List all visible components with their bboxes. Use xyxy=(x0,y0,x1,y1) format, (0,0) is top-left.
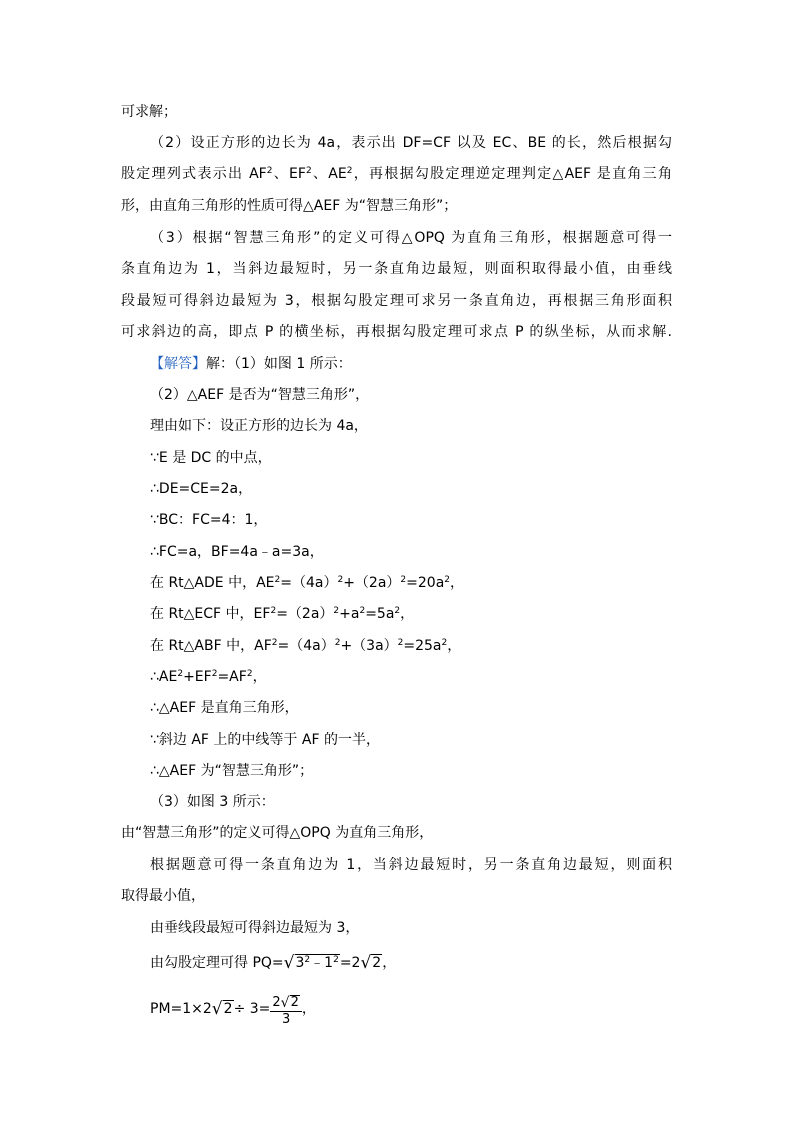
equation-sum xyxy=(150,667,267,687)
solution-line xyxy=(150,448,272,468)
text: 由勾股定理可得 PQ= xyxy=(150,955,284,971)
text: 3 xyxy=(295,955,305,971)
text: ∵斜边 AF 上的中线等于 AF 的一半， xyxy=(150,732,380,748)
text: ， xyxy=(252,669,267,685)
solution-line xyxy=(150,730,380,750)
solution-line xyxy=(150,542,324,562)
superscript: 2 xyxy=(333,955,339,965)
text: ， xyxy=(382,955,397,971)
text: +（3a） xyxy=(340,638,398,654)
equation-abf xyxy=(150,636,461,656)
analysis-line xyxy=(121,102,177,122)
analysis-line xyxy=(150,133,672,153)
text: 2 xyxy=(272,995,281,1010)
text: +（2a） xyxy=(343,575,401,591)
text: =（4a） xyxy=(277,638,335,654)
equation-pm xyxy=(150,992,316,1027)
text: =（2a） xyxy=(276,606,334,622)
text: 、EF xyxy=(272,166,306,182)
text: 在 Rt△ECF 中，EF xyxy=(150,606,271,622)
text: 取得最小值， xyxy=(121,888,205,904)
text: ÷ 3= xyxy=(233,1001,271,1017)
superscript: 2 xyxy=(397,638,404,648)
radicand xyxy=(295,954,340,971)
analysis-line xyxy=(121,291,672,311)
superscript: 2 xyxy=(266,166,273,176)
text: ∴DE=CE=2a， xyxy=(150,481,253,497)
analysis-line xyxy=(150,228,672,248)
superscript: 2 xyxy=(177,669,184,679)
superscript: 2 xyxy=(274,575,281,585)
text: ，再根据勾股定理逆定理判定△AEF 是直角三角 xyxy=(352,166,672,182)
radicand: 2 xyxy=(372,955,382,971)
text: ， xyxy=(301,1001,316,1017)
radical-sign: √ xyxy=(280,995,290,1011)
fraction-denominator: 3 xyxy=(281,1012,291,1027)
text: ， xyxy=(447,638,462,654)
text: =20a xyxy=(406,575,445,591)
text: =2 xyxy=(339,955,361,971)
text: =AF xyxy=(217,669,247,685)
text: 在 Rt△ABF 中，AF xyxy=(150,638,272,654)
text: （3）如图 3 所示： xyxy=(150,794,275,810)
text: =25a xyxy=(403,638,442,654)
superscript: 2 xyxy=(441,638,448,648)
analysis-line xyxy=(121,259,672,279)
solution-line xyxy=(121,886,205,906)
superscript: 2 xyxy=(400,575,407,585)
text: 由“智慧三角形”的定义可得△OPQ 为直角三角形， xyxy=(121,825,434,841)
superscript: 2 xyxy=(333,606,340,616)
text: PM=1×2 xyxy=(150,1001,212,1017)
superscript: 2 xyxy=(359,606,366,616)
radical-sign: √ xyxy=(211,999,223,1019)
answer-tag: 【解答】 xyxy=(150,356,206,372)
superscript: 2 xyxy=(246,669,253,679)
solution-line xyxy=(150,761,313,781)
text: ﹣1 xyxy=(310,955,334,971)
sqrt-expression xyxy=(212,998,234,1019)
superscript: 2 xyxy=(270,606,277,616)
fraction-numerator xyxy=(270,994,301,1012)
text: =（4a） xyxy=(280,575,338,591)
text: ∴△AEF 为“智慧三角形”； xyxy=(150,763,314,779)
sqrt-expression xyxy=(281,994,300,1011)
text: ∴△AEF 是直角三角形， xyxy=(150,700,299,716)
superscript: 2 xyxy=(394,606,401,616)
text: ∵BC：FC=4：1， xyxy=(150,512,268,528)
solution-line xyxy=(150,698,299,718)
text: ∴AE xyxy=(150,669,178,685)
solution-line xyxy=(150,416,368,436)
analysis-line xyxy=(121,196,457,216)
radicand: 2 xyxy=(290,995,299,1010)
equation-ade xyxy=(150,573,464,593)
radical-sign: √ xyxy=(283,953,295,973)
superscript: 2 xyxy=(271,638,278,648)
solution-line xyxy=(121,823,433,843)
text: ， xyxy=(450,575,465,591)
solution-line xyxy=(150,479,252,499)
superscript: 2 xyxy=(211,669,218,679)
equation-ecf xyxy=(150,604,414,624)
text: 可求解； xyxy=(121,104,177,120)
analysis-line xyxy=(121,322,672,342)
radical-sign: √ xyxy=(360,953,372,973)
text: 理由如下：设正方形的边长为 4a， xyxy=(150,418,368,434)
text: 段最短可得斜边最短为 3，根据勾股定理可求另一条直角边，再根据三角形面积 xyxy=(121,293,672,309)
text: 形，由直角三角形的性质可得△AEF 为“智慧三角形”； xyxy=(121,198,458,214)
analysis-line xyxy=(121,164,672,184)
fraction xyxy=(270,994,301,1028)
text: （2）设正方形的边长为 4a，表示出 DF=CF 以及 EC、BE 的长，然后根据勾 xyxy=(150,135,672,151)
text: ∴FC=a，BF=4a﹣a=3a， xyxy=(150,544,324,560)
solution-line xyxy=(150,918,359,938)
solution-intro xyxy=(150,354,352,374)
solution-line xyxy=(150,510,267,530)
text: 股定理列式表示出 AF xyxy=(121,166,267,182)
text: 解：（1）如图 1 所示： xyxy=(206,356,352,372)
sqrt-expression xyxy=(360,952,382,973)
text: +a xyxy=(339,606,360,622)
text: 根据题意可得一条直角边为 1，当斜边最短时，另一条直角边最短，则面积 xyxy=(150,857,672,873)
text: ， xyxy=(400,606,415,622)
superscript: 2 xyxy=(304,955,311,965)
text: 条直角边为 1，当斜边最短时，另一条直角边最短，则面积取得最小值，由垂线 xyxy=(121,261,672,277)
text: （3）根据“智慧三角形”的定义可得△OPQ 为直角三角形，根据题意可得一 xyxy=(150,230,672,246)
text: 可求斜边的高，即点 P 的横坐标，再根据勾股定理可求点 P 的纵坐标，从而求解. xyxy=(121,324,672,340)
text: 、AE xyxy=(311,166,347,182)
superscript: 2 xyxy=(337,575,344,585)
text: （2）△AEF 是否为“智慧三角形”， xyxy=(150,387,370,403)
superscript: 2 xyxy=(305,166,312,176)
equation-pq xyxy=(150,952,396,972)
solution-line xyxy=(150,792,275,812)
text: 由垂线段最短可得斜边最短为 3， xyxy=(150,920,360,936)
text: ∵E 是 DC 的中点， xyxy=(150,450,272,466)
text: +EF xyxy=(183,669,212,685)
superscript: 2 xyxy=(444,575,451,585)
superscript: 2 xyxy=(346,166,353,176)
solution-line xyxy=(150,855,672,875)
solution-line xyxy=(150,385,369,405)
text: =5a xyxy=(365,606,395,622)
radicand: 2 xyxy=(223,1001,233,1017)
superscript: 2 xyxy=(334,638,341,648)
sqrt-expression xyxy=(284,952,340,973)
text: 在 Rt△ADE 中，AE xyxy=(150,575,275,591)
